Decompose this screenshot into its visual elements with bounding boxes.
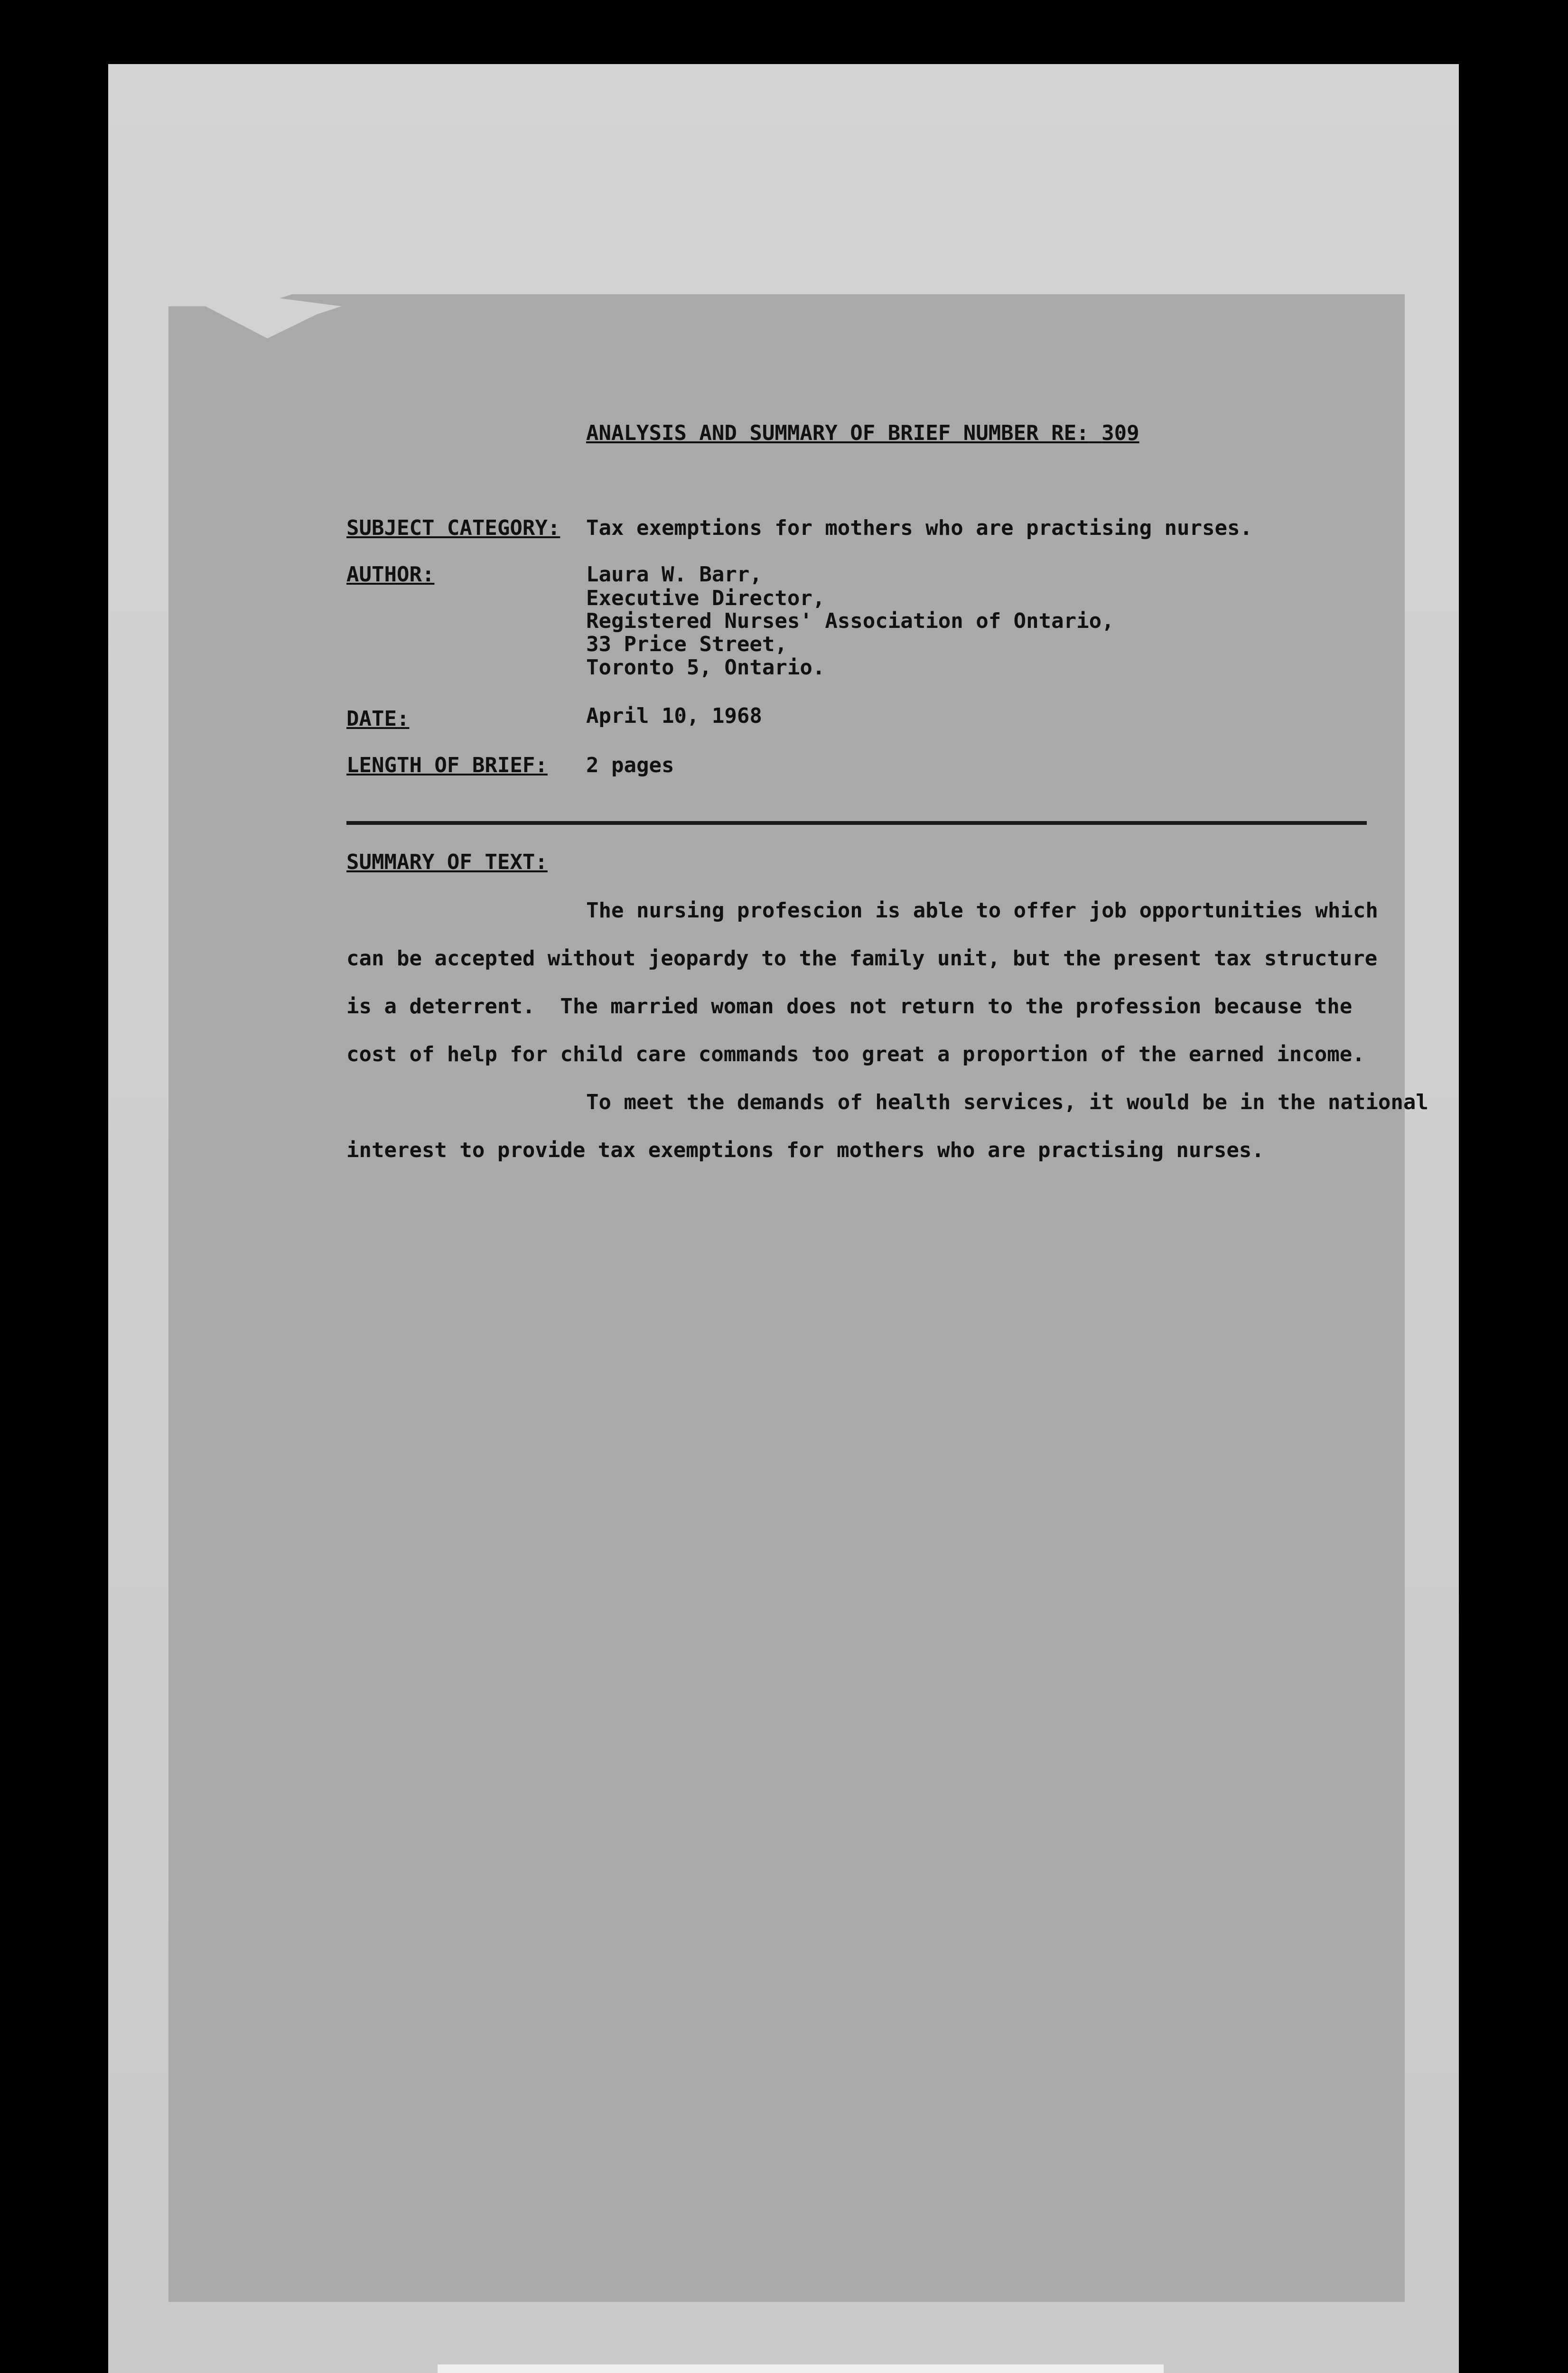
brief-number: 309 xyxy=(1101,421,1139,445)
author-line: Executive Director, xyxy=(586,586,825,610)
length-label: LENGTH OF BRIEF: xyxy=(346,753,548,777)
title-text: ANALYSIS AND SUMMARY OF BRIEF NUMBER RE: xyxy=(586,421,1089,445)
author-line: 33 Price Street, xyxy=(586,632,787,656)
subject-value: Tax exemptions for mothers who are practising nurses. xyxy=(586,516,1252,540)
summary-label: SUMMARY OF TEXT: xyxy=(346,850,548,874)
summary-line: is a deterrent. The married woman does not return to the profession because the xyxy=(346,994,1353,1018)
summary-line: To meet the demands of health services, it would be in the national xyxy=(586,1090,1428,1114)
document-content xyxy=(168,294,1428,2302)
length-value: 2 pages xyxy=(586,753,674,777)
summary-line: The nursing profescion is able to offer job opportunities which xyxy=(586,898,1378,923)
submission-label-card xyxy=(438,2364,1164,2373)
author-line: Toronto 5, Ontario. xyxy=(586,655,825,680)
author-label: AUTHOR: xyxy=(346,562,435,587)
summary-line: can be accepted without jeopardy to the family unit, but the present tax structure xyxy=(346,946,1378,971)
divider-rule xyxy=(346,821,1367,825)
date-label: DATE: xyxy=(346,707,410,731)
summary-line: cost of help for child care commands too great a proportion of the earned income. xyxy=(346,1042,1365,1066)
author-line: Registered Nurses' Association of Ontario, xyxy=(586,609,1114,633)
summary-line: interest to provide tax exemptions for mothers who are practising nurses. xyxy=(346,1138,1264,1162)
date-value: April 10, 1968 xyxy=(586,704,762,728)
subject-label: SUBJECT CATEGORY: xyxy=(346,516,560,540)
author-line: Laura W. Barr, xyxy=(586,562,762,587)
document-title xyxy=(586,421,1139,445)
